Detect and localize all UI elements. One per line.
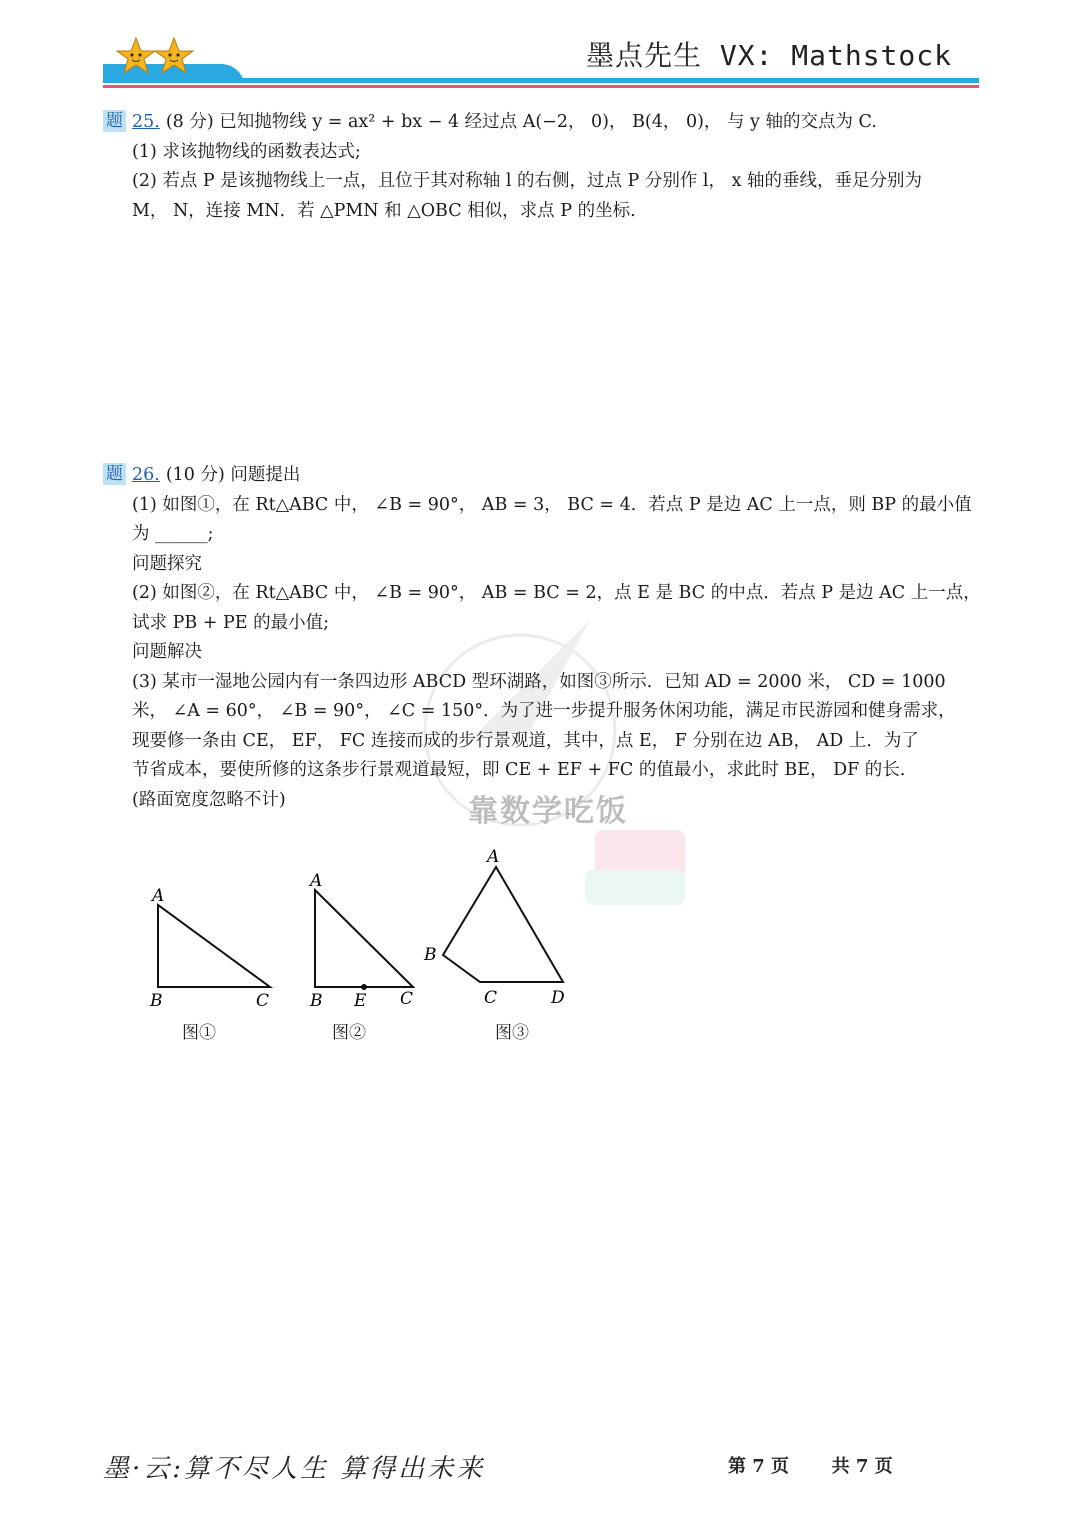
fig3-label-a: A (487, 847, 500, 867)
fig2-point-e (361, 984, 367, 990)
question-badge: 题 (103, 463, 126, 485)
question-number: 25. (132, 112, 160, 132)
current-page: 第 7 页 (728, 1456, 790, 1477)
fig2-label-a: A (310, 871, 323, 891)
header-title: 墨点先生 VX: Mathstock (585, 39, 952, 72)
figure-1-caption: 图① (182, 1023, 216, 1043)
fig2-label-e: E (354, 991, 367, 1011)
question-25-stem (103, 108, 983, 138)
figure-3-caption: 图③ (495, 1023, 529, 1043)
question-26-part-2-cont: 试求 PB + PE 的最小值; (132, 612, 329, 633)
question-25-part-2: (2) 若点 P 是该抛物线上一点，且位于其对称轴 l 的右侧，过点 P 分别作 l， x 轴的垂线，垂足分别为 (132, 171, 923, 191)
figure-3-quadrilateral (423, 847, 565, 1008)
question-26 (103, 461, 983, 815)
fig3-label-d: D (551, 988, 565, 1008)
total-pages: 共 7 页 (831, 1456, 893, 1477)
question-25-part-2-cont: M， N，连接 MN．若 △PMN 和 △OBC 相似，求点 P 的坐标. (132, 200, 636, 221)
question-26-part-3-note: (路面宽度忽略不计) (132, 789, 286, 810)
question-26-part-1: (1) 如图①，在 Rt△ABC 中， ∠B = 90°， AB = 3， BC = 4．若点 P 是边 AC 上一点，则 BP 的最小值 (132, 494, 972, 515)
section-heading-explore: 问题探究 (132, 553, 202, 574)
figures (130, 840, 610, 1055)
question-25-part-1: (1) 求该抛物线的函数表达式; (132, 141, 361, 162)
twin-star-mascot-icon (116, 36, 200, 80)
fig3-label-c: C (484, 988, 498, 1008)
page-indicator (728, 1452, 893, 1478)
question-26-part-3-cont: 现要修一条由 CE， EF， FC 连接而成的步行景观道，其中，点 E， F 分别在边 AB， AD 上．为了 (132, 730, 919, 751)
question-26-part-3-cont: 米， ∠A = 60°， ∠B = 90°， ∠C = 150°．为了进一步提升服务休闲功能，满足市民游园和健身需求， (132, 701, 956, 721)
question-25-text: (8 分) 已知抛物线 y = ax² + bx − 4 经过点 A(−2， 0)， B(4， 0)， 与 y 轴的交点为 C. (165, 112, 877, 132)
question-25 (103, 108, 983, 226)
watermark-text: 靠数学吃饭 (468, 794, 628, 829)
question-badge: 题 (103, 110, 126, 132)
question-26-part-3: (3) 某市一湿地公园内有一条四边形 ABCD 型环湖路，如图③所示．已知 AD = 2000 米， CD = 1000 (132, 671, 946, 692)
figure-1-triangle (149, 886, 270, 1011)
fig2-label-c: C (400, 989, 414, 1009)
question-26-part-2: (2) 如图②，在 Rt△ABC 中， ∠B = 90°， AB = BC = 2，点 E 是 BC 的中点．若点 P 是边 AC 上一点， (132, 583, 981, 603)
question-26-part-1-blank: 为 ______; (132, 524, 214, 544)
question-26-heading: (10 分) 问题提出 (165, 465, 301, 485)
fig1-label-a: A (152, 886, 165, 906)
figure-2-caption: 图② (332, 1023, 366, 1043)
figure-2-triangle (308, 871, 413, 1011)
fig2-label-b: B (310, 991, 323, 1011)
question-number: 26. (132, 465, 160, 485)
question-26-stem (103, 461, 983, 491)
page-header (0, 0, 1080, 95)
section-heading-solve: 问题解决 (132, 642, 202, 662)
footer-slogan: 墨·云:算不尽人生 算得出未来 (103, 1454, 486, 1484)
question-26-part-3-cont: 节省成本，要使所修的这条步行景观道最短，即 CE + EF + FC 的值最小，求此时 BE， DF 的长. (132, 760, 906, 780)
fig1-label-b: B (150, 991, 163, 1011)
fig1-label-c: C (256, 991, 270, 1011)
fig3-label-b: B (424, 945, 437, 965)
